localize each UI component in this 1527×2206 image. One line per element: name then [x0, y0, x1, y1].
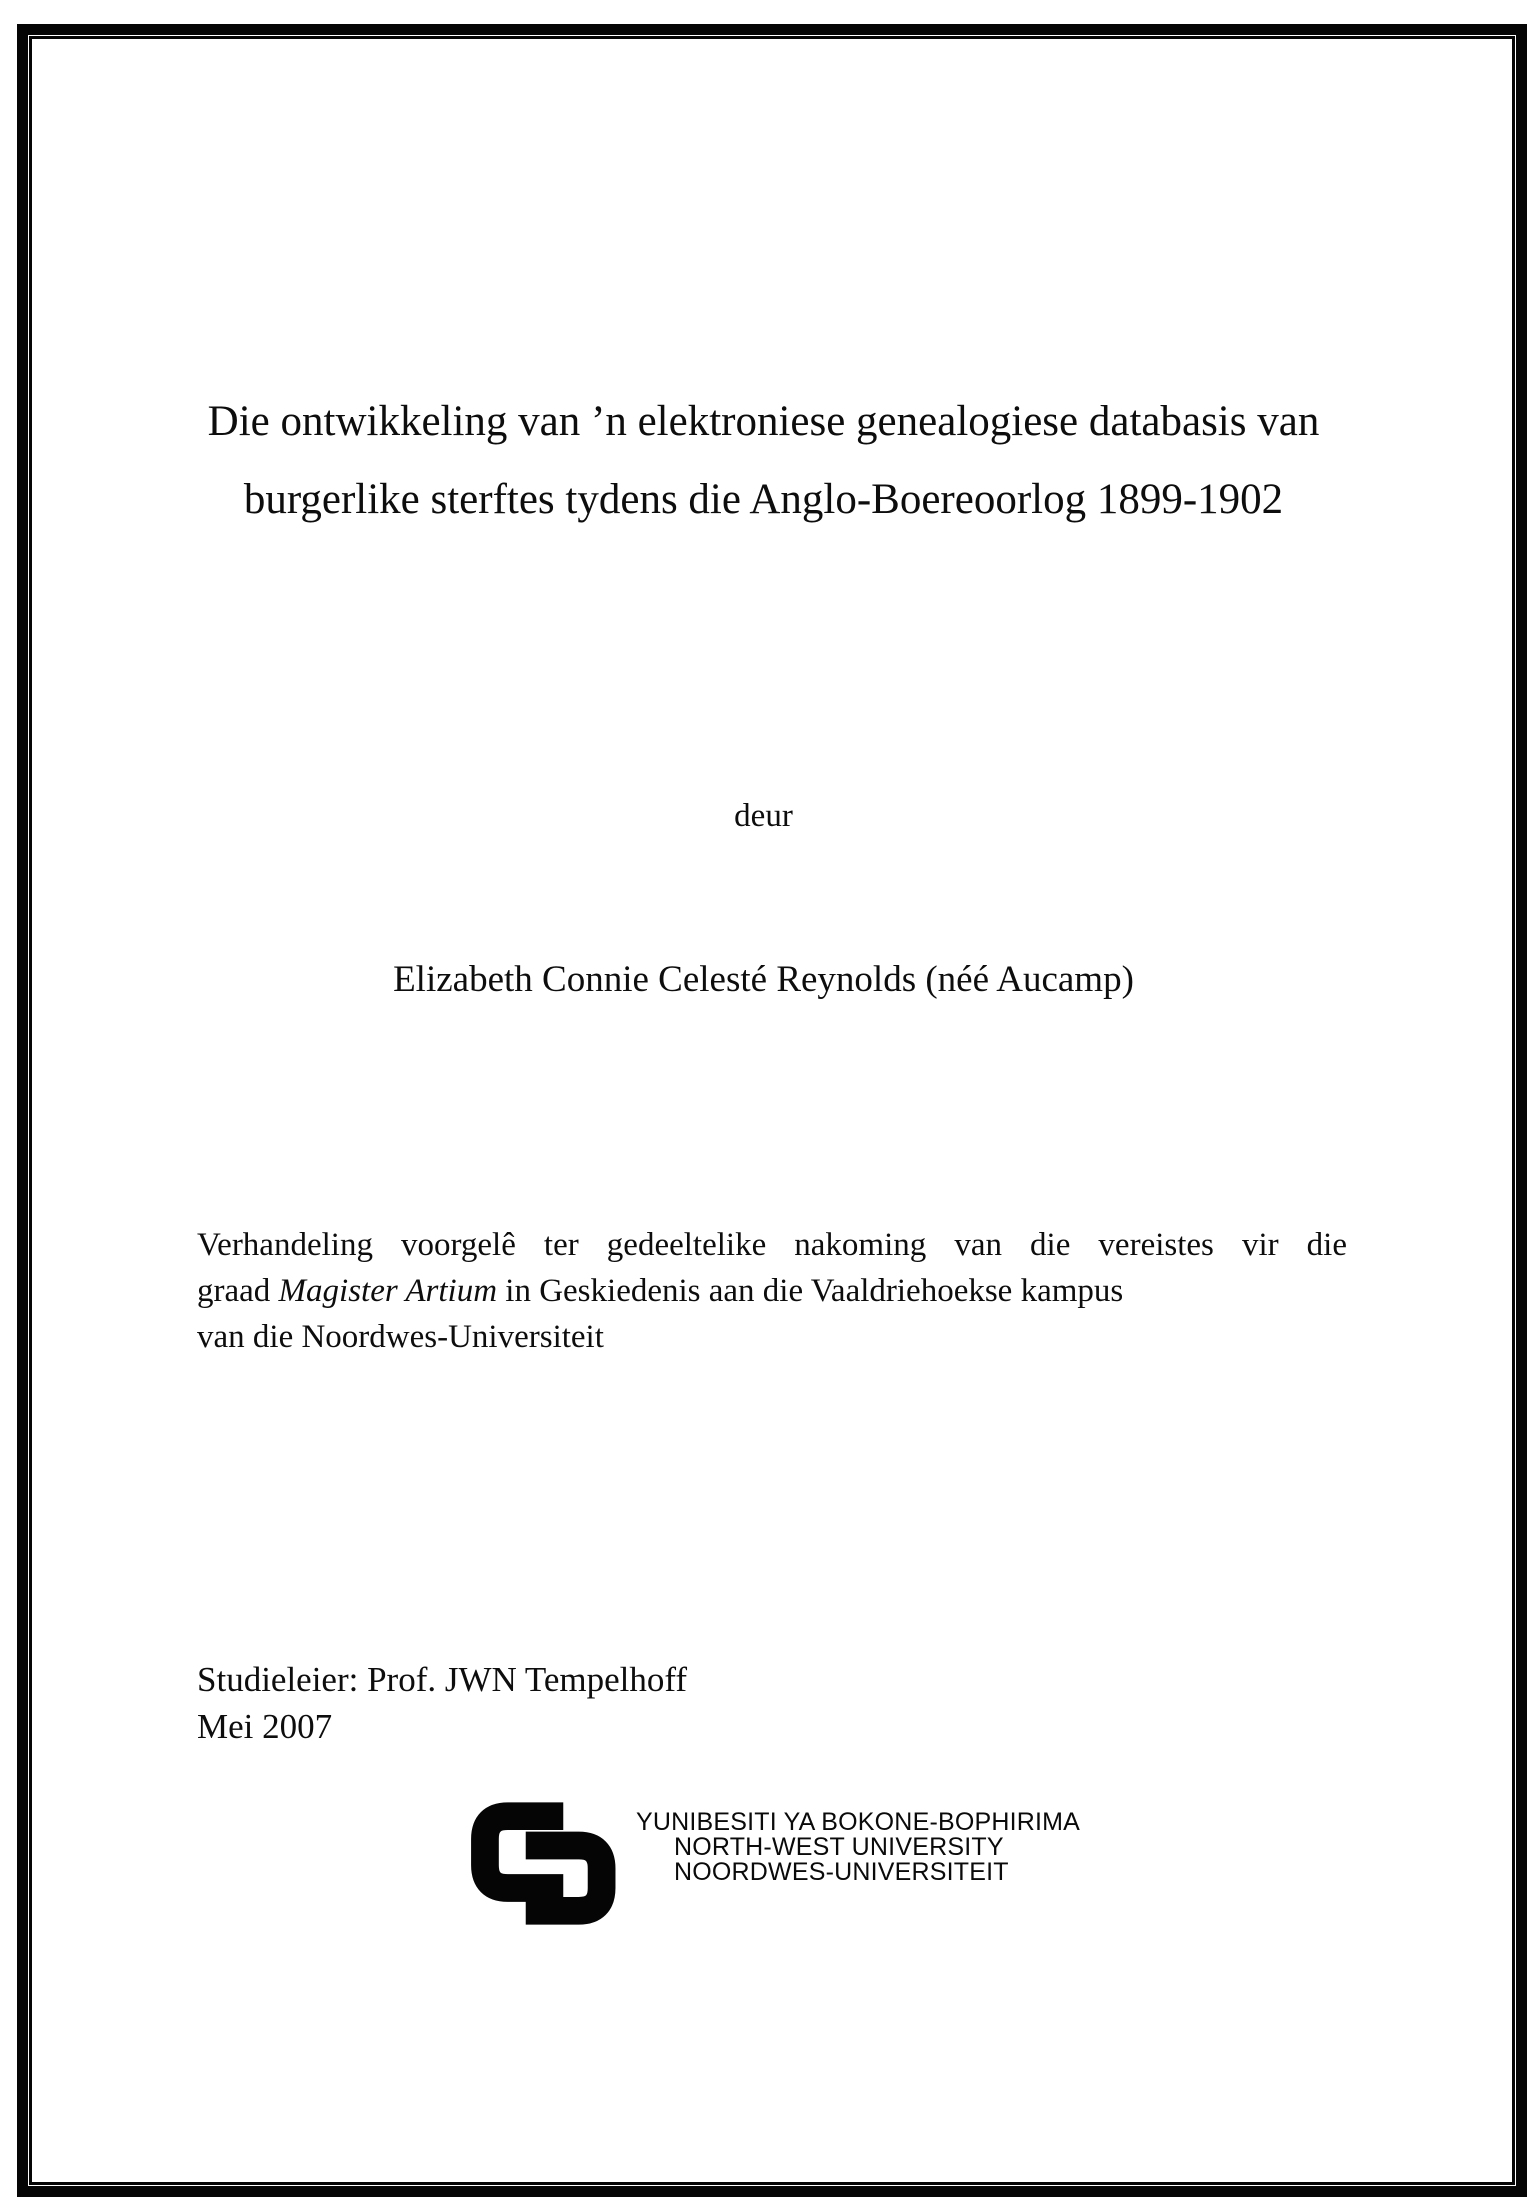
declaration-line-2-post: in Geskiedenis aan die Vaaldriehoekse kampus [497, 1273, 1124, 1309]
nwu-interlocking-links-icon [467, 1798, 622, 1929]
thesis-title-line-1: Die ontwikkeling van ’n elektroniese genealogiese databasis van [207, 398, 1320, 445]
degree-declaration [197, 1222, 1347, 1360]
supervisor-line: Studieleier: Prof. JWN Tempelhoff [197, 1660, 688, 1699]
author-name: Elizabeth Connie Celesté Reynolds (néé Aucamp) [393, 959, 1134, 1000]
supervisor-and-date [197, 1656, 687, 1750]
declaration-line-1: Verhandeling voorgelê ter gedeeltelike nakoming van die vereistes vir die [197, 1227, 1347, 1263]
declaration-line-2-pre: graad [197, 1273, 279, 1309]
north-west-university-logo [467, 1798, 1080, 1929]
byline-label: deur [734, 798, 793, 834]
date-line: Mei 2007 [197, 1707, 333, 1746]
declaration-line-3: van die Noordwes-Universiteit [197, 1319, 604, 1355]
logo-text-english: NORTH-WEST UNIVERSITY [674, 1833, 1004, 1861]
declaration-line-2 [197, 1268, 1347, 1314]
degree-name-italic: Magister Artium [278, 1273, 498, 1309]
logo-text-setswana: YUNIBESITI YA BOKONE-BOPHIRIMA [636, 1808, 1081, 1836]
nwu-logo-wordmark [636, 1810, 1080, 1885]
thesis-title [90, 396, 1437, 526]
logo-text-afrikaans: NOORDWES-UNIVERSITEIT [674, 1858, 1009, 1886]
thesis-title-line-2: burgerlike sterftes tydens die Anglo-Boereoorlog 1899-1902 [243, 476, 1284, 523]
